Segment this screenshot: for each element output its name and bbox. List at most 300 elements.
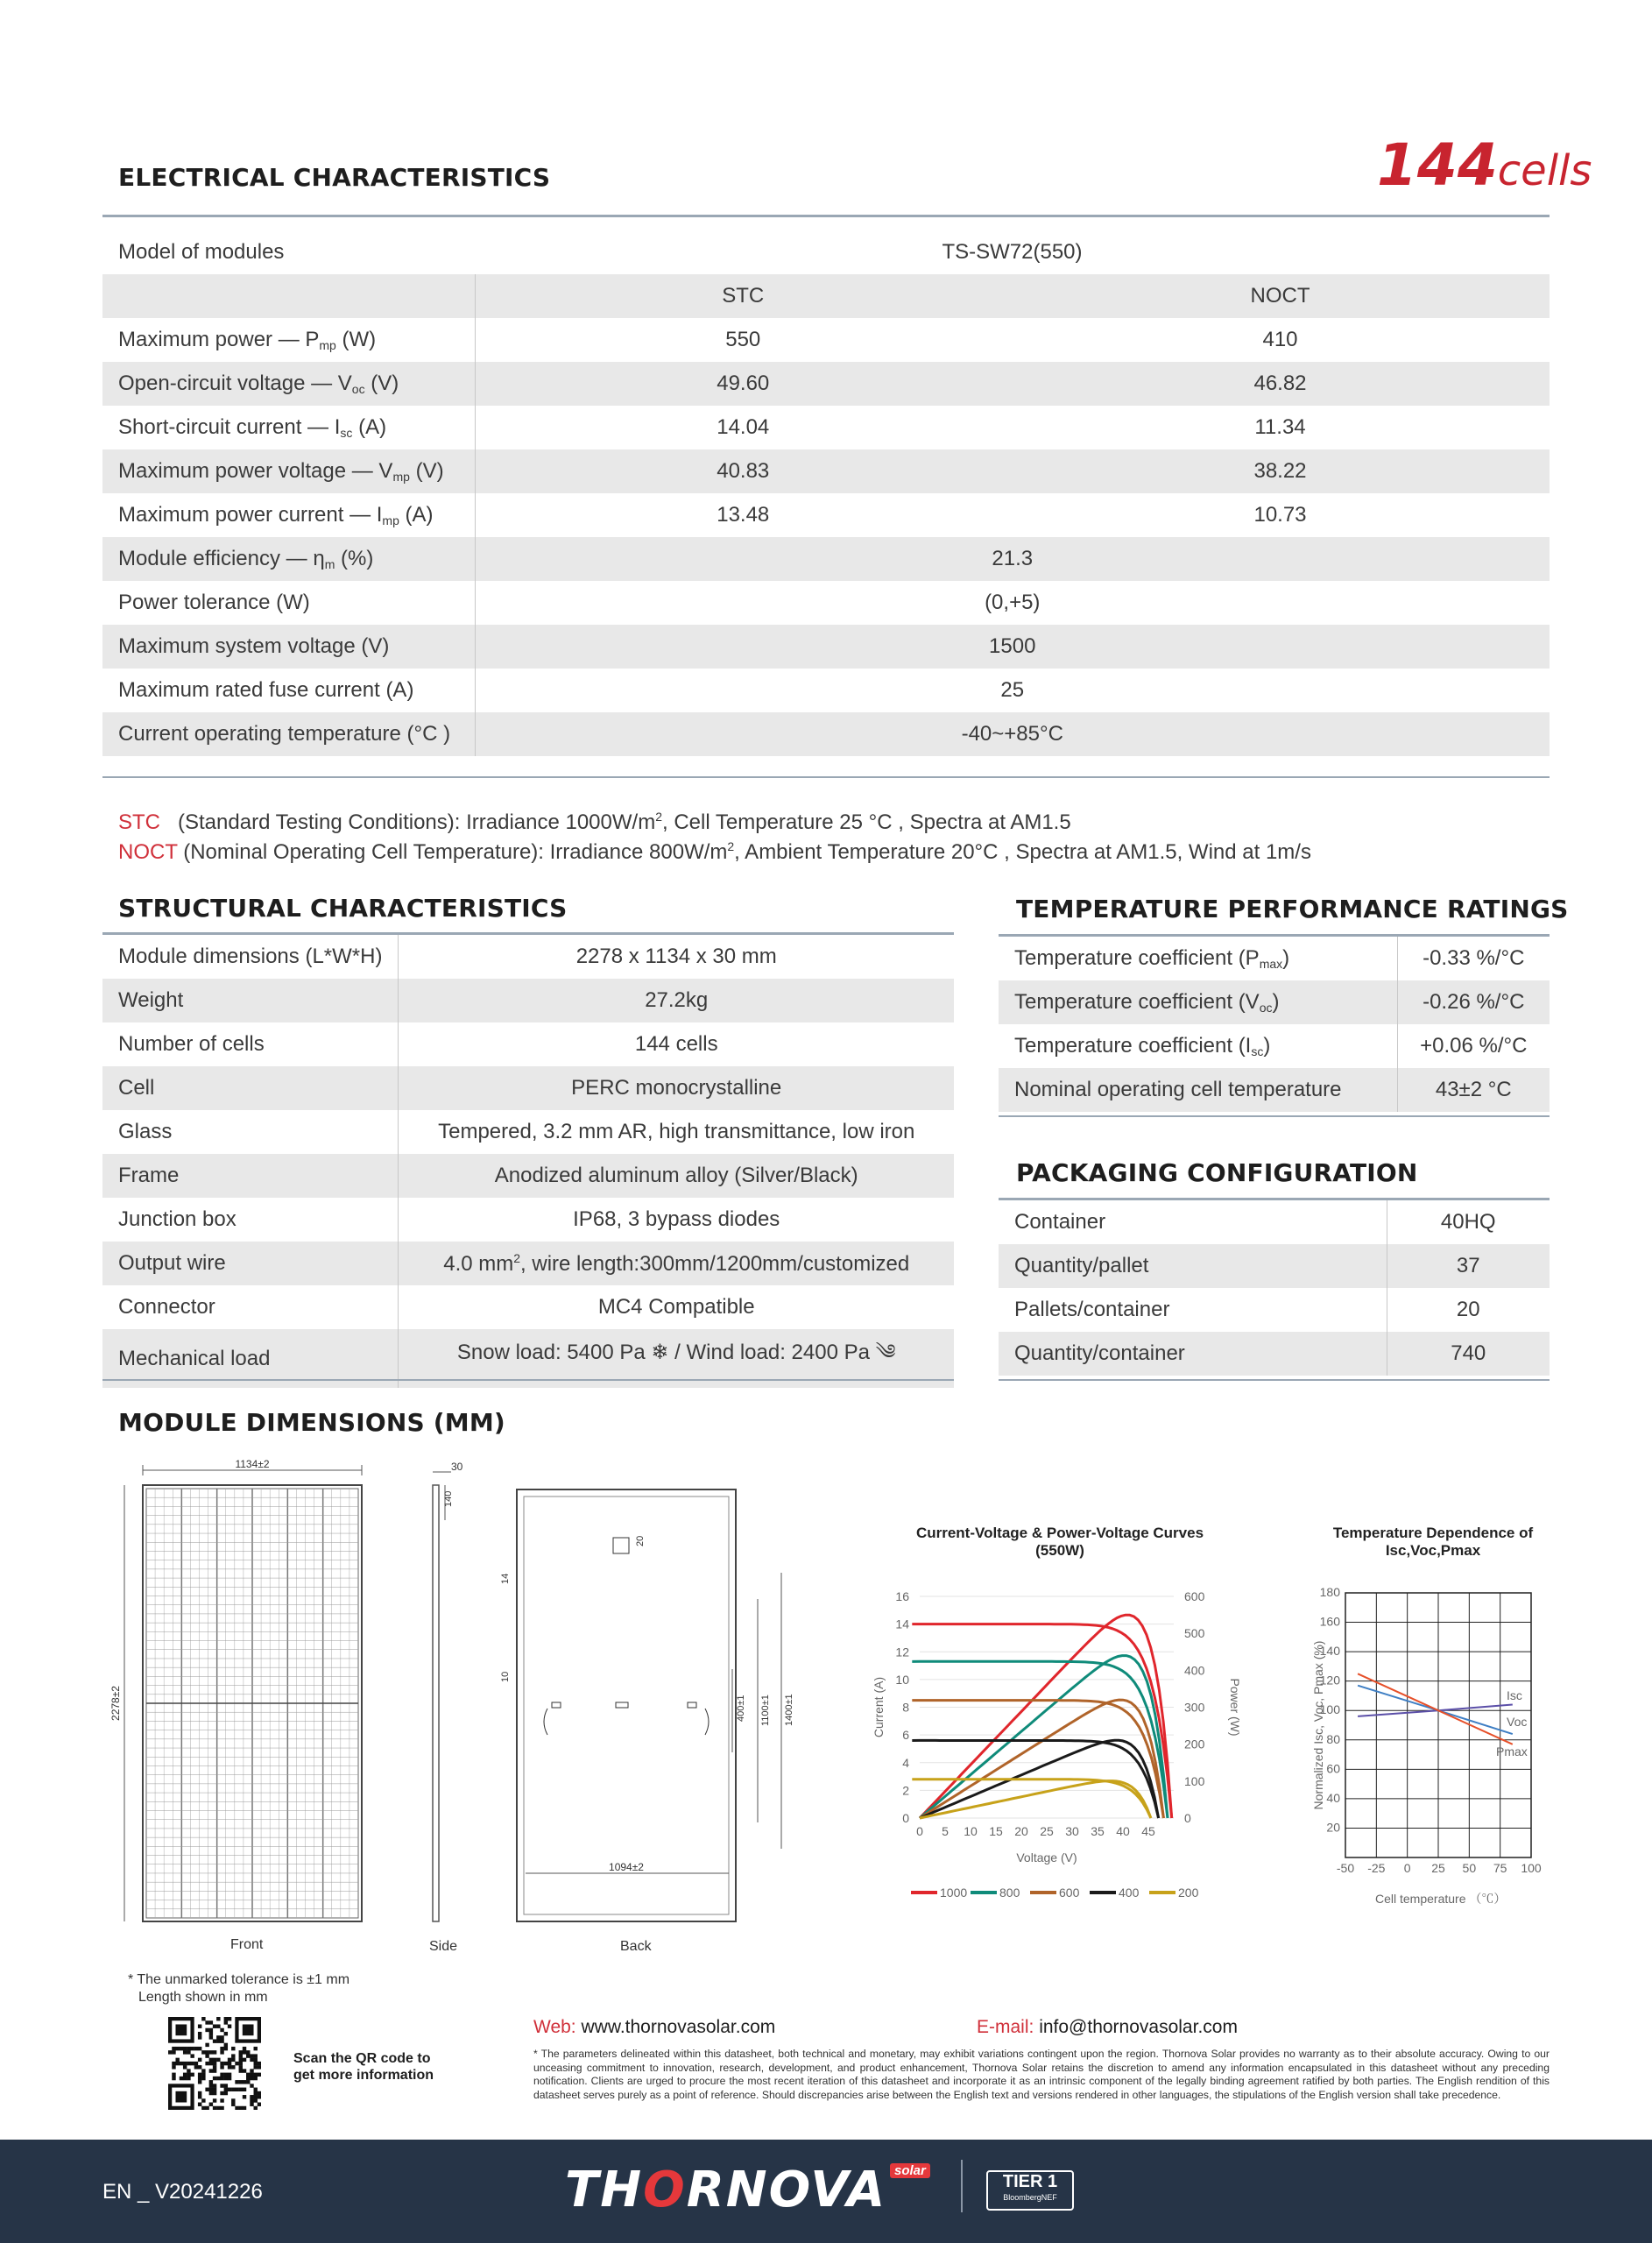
qr-module [220, 2091, 223, 2095]
structural-row [102, 935, 954, 979]
temp-y-tick: 120 [1319, 1673, 1340, 1688]
row-label: Weight [102, 979, 399, 1022]
label-subscript: m [324, 557, 335, 571]
caption-side: Side [429, 1939, 458, 1954]
qr-module [250, 2084, 253, 2087]
row-value: Snow load: 5400 Pa ❄ / Wind load: 2400 Pa ༄ [399, 1329, 954, 1388]
back-label-400: 400±1 [736, 1695, 746, 1722]
qr-module [205, 2088, 208, 2091]
tier1-badge [986, 2170, 1074, 2211]
packaging-row [999, 1244, 1550, 1288]
row-value: 27.2kg [399, 979, 954, 1022]
qr-module [216, 2058, 220, 2062]
iv-y-tick: 4 [902, 1755, 909, 1770]
row-label: Glass [118, 1120, 173, 1143]
qr-line2: get more information [293, 2068, 434, 2083]
row-value: 740 [1387, 1332, 1550, 1376]
legend-label: 400 [1119, 1886, 1140, 1900]
value-part: 4.0 mm [443, 1251, 514, 1276]
qr-module [246, 2080, 250, 2084]
model-row [102, 230, 1550, 274]
qr-module [235, 2080, 238, 2084]
qr-module [224, 2062, 228, 2065]
iv-y2-tick: 600 [1184, 1589, 1205, 1603]
web-contact [533, 2017, 775, 2038]
tolerance-line2: Length shown in mm [138, 1990, 268, 2005]
tolerance-note [128, 1971, 349, 2006]
electrical-title: ELECTRICAL CHARACTERISTICS [118, 163, 551, 192]
qr-module [239, 2069, 243, 2072]
label-subscript: oc [351, 382, 365, 396]
iv-y-tick: 12 [895, 1645, 909, 1659]
row-label [102, 406, 475, 449]
row-label: Module dimensions (L*W*H) [118, 945, 383, 968]
label-text: Maximum power voltage — V [118, 459, 393, 483]
qr-module [213, 2106, 216, 2110]
label-unit: (A) [352, 415, 387, 439]
iv-x-tick: 10 [964, 1824, 978, 1838]
qr-module [224, 2077, 228, 2080]
label-text: Maximum rated fuse current (A) [118, 678, 414, 702]
web-link[interactable]: www.thornovasolar.com [581, 2017, 776, 2037]
iv-x-label: Voltage (V) [1016, 1850, 1077, 1864]
qr-module [250, 2069, 253, 2072]
qr-finder-core [243, 2024, 254, 2035]
row-label: Junction box [118, 1207, 237, 1231]
qr-module [216, 2024, 220, 2027]
qr-module [224, 2017, 228, 2020]
qr-module [198, 2032, 201, 2035]
qr-module [220, 2028, 223, 2032]
row-value: 40HQ [1387, 1200, 1550, 1244]
temp-series-label: Voc [1507, 1715, 1528, 1729]
qr-module [190, 2047, 194, 2050]
qr-module [228, 2073, 231, 2077]
temp-series-label: Pmax [1496, 1744, 1528, 1758]
qr-module [239, 2080, 243, 2084]
row-value: 144 cells [399, 1022, 954, 1066]
qr-module [258, 2062, 261, 2065]
back-label-1400: 1400±1 [784, 1694, 794, 1726]
qr-module [180, 2062, 183, 2065]
qr-module [239, 2050, 243, 2054]
label-subscript: mp [392, 470, 410, 484]
qr-module [198, 2091, 201, 2095]
qr-module [246, 2054, 250, 2057]
stc-value: 550 [475, 318, 1011, 362]
logo-part-b: RNOVA [686, 2162, 887, 2218]
temp-x-tick: 0 [1403, 1861, 1411, 1875]
back-label-1100: 1100±1 [760, 1695, 771, 1726]
label-unit: (V) [409, 459, 444, 483]
qr-module [220, 2035, 223, 2039]
qr-module [228, 2058, 231, 2062]
qr-module [250, 2058, 253, 2062]
span-value: (0,+5) [475, 581, 1550, 625]
structural-title: STRUCTURAL CHARACTERISTICS [118, 894, 568, 923]
iv-x-tick: 5 [942, 1824, 949, 1838]
qr-module [220, 2062, 223, 2065]
sup: 2 [727, 839, 735, 853]
label-tail: ) [1263, 1034, 1271, 1058]
qr-module [194, 2047, 198, 2050]
row-label [102, 537, 475, 581]
qr-module [201, 2073, 205, 2077]
model-label: Model of modules [118, 240, 285, 264]
label-tail: ) [1282, 946, 1290, 970]
qr-module [239, 2106, 243, 2110]
logo-solar-tag: solar [890, 2163, 930, 2178]
qr-module [220, 2084, 223, 2087]
qr-code[interactable] [168, 2017, 261, 2110]
qr-module [243, 2080, 246, 2084]
qr-module [213, 2050, 216, 2054]
qr-module [246, 2077, 250, 2080]
qr-module [183, 2047, 187, 2050]
noct-note [118, 839, 1311, 865]
temperature-row [999, 937, 1550, 980]
packaging-title: PACKAGING CONFIGURATION [1016, 1158, 1418, 1187]
model-value: TS-SW72(550) [942, 240, 1083, 264]
label-subscript: mp [382, 513, 399, 527]
structural-row [102, 979, 954, 1022]
label-text: Short-circuit current — I [118, 415, 341, 439]
span-value: -40~+85°C [475, 712, 1550, 756]
temp-line-Pmax [1358, 1673, 1513, 1744]
iv-y-tick: 2 [902, 1783, 909, 1798]
qr-module [213, 2039, 216, 2042]
qr-module [254, 2065, 258, 2069]
label-text: Temperature coefficient (P [1014, 946, 1260, 970]
qr-module [216, 2035, 220, 2039]
legend-label: 1000 [940, 1886, 968, 1900]
qr-module [209, 2028, 213, 2032]
iv-y2-tick: 0 [1184, 1811, 1191, 1825]
temp-x-label: Cell temperature （℃） [1375, 1892, 1507, 1906]
row-value: -0.26 %/°C [1397, 980, 1550, 1024]
iv-y-tick: 6 [902, 1728, 909, 1743]
qr-module [220, 2050, 223, 2054]
sup: 2 [513, 1250, 521, 1265]
iv-x-tick: 0 [916, 1824, 923, 1838]
iv-y-tick: 8 [902, 1700, 909, 1715]
qr-module [187, 2047, 190, 2050]
qr-module [201, 2106, 205, 2110]
qr-module [209, 2088, 213, 2091]
stc-text-tail: , Cell Temperature 25 °C , Spectra at AM1.5 [661, 810, 1071, 834]
qr-module [254, 2062, 258, 2065]
qr-module [231, 2054, 235, 2057]
qr-module [220, 2047, 223, 2050]
qr-module [228, 2024, 231, 2027]
qr-module [224, 2032, 228, 2035]
electrical-table [102, 230, 1550, 756]
dimensions-title: MODULE DIMENSIONS (MM) [118, 1408, 505, 1437]
qr-line1: Scan the QR code to [293, 2051, 431, 2066]
row-label [102, 669, 475, 712]
qr-module [258, 2065, 261, 2069]
iv-x-tick: 45 [1141, 1824, 1155, 1838]
qr-module [228, 2088, 231, 2091]
row-value: Anodized aluminum alloy (Silver/Black) [399, 1154, 954, 1198]
row-value: +0.06 %/°C [1397, 1024, 1550, 1068]
qr-module [172, 2050, 175, 2054]
label-text: Maximum power current — I [118, 503, 383, 527]
sup: 2 [655, 810, 662, 824]
qr-module [175, 2047, 179, 2050]
qr-module [209, 2103, 213, 2106]
label-text: Maximum power — P [118, 328, 320, 351]
qr-module [235, 2106, 238, 2110]
row-value [399, 1242, 954, 1285]
packaging-table [999, 1200, 1550, 1376]
email-link[interactable]: info@thornovasolar.com [1039, 2017, 1238, 2037]
stc-value: 13.48 [475, 493, 1011, 537]
electrical-row [102, 318, 1550, 362]
temp-series-label: Isc [1507, 1688, 1522, 1702]
qr-module [239, 2062, 243, 2065]
temperature-table [999, 937, 1550, 1112]
legend-label: 600 [1059, 1886, 1080, 1900]
side-view [433, 1461, 463, 1921]
qr-module [231, 2047, 235, 2050]
iv-chart [858, 1577, 1244, 1910]
row-label [102, 493, 475, 537]
qr-module [209, 2050, 213, 2054]
electrical-span-row [102, 625, 1550, 669]
label-tail: ) [1272, 990, 1280, 1014]
packaging-bottom-rule [999, 1379, 1550, 1381]
cells-number: 144 [1377, 131, 1498, 199]
temp-chart [1296, 1577, 1559, 1919]
label-text: Maximum system voltage (V) [118, 634, 390, 658]
structural-row [102, 1154, 954, 1198]
row-value: IP68, 3 bypass diodes [399, 1198, 954, 1242]
qr-module [250, 2077, 253, 2080]
pv-curve-600 [920, 1700, 1163, 1818]
value-tail: , wire length:300mm/1200mm/customized [520, 1251, 910, 1276]
qr-module [198, 2024, 201, 2027]
qr-caption [293, 2050, 434, 2084]
label-text: Nominal operating cell temperature [1014, 1078, 1342, 1101]
temp-x-tick: 100 [1521, 1861, 1542, 1875]
qr-module [213, 2065, 216, 2069]
qr-module [213, 2098, 216, 2102]
qr-module [224, 2043, 228, 2047]
electrical-row [102, 406, 1550, 449]
row-value: -0.33 %/°C [1397, 937, 1550, 980]
qr-module [243, 2058, 246, 2062]
temp-chart-title: Temperature Dependence of Isc,Voc,Pmax [1332, 1525, 1534, 1559]
row-label [999, 1068, 1397, 1112]
label-subscript: sc [1251, 1044, 1264, 1058]
front-cell-grid [146, 1489, 358, 1918]
label-unit: (W) [335, 328, 377, 351]
qr-module [224, 2088, 228, 2091]
row-label: Container [1014, 1210, 1106, 1234]
row-label [999, 980, 1397, 1024]
qr-module [231, 2088, 235, 2091]
electrical-row [102, 362, 1550, 406]
qr-module [168, 2050, 172, 2054]
iv-y2-tick: 300 [1184, 1700, 1205, 1715]
qr-module [194, 2062, 198, 2065]
iv-x-tick: 40 [1116, 1824, 1130, 1838]
electrical-row [102, 449, 1550, 493]
qr-module [209, 2062, 213, 2065]
qr-finder-core [175, 2091, 187, 2103]
label-text: Temperature coefficient (V [1014, 990, 1260, 1014]
label-subscript: mp [319, 338, 336, 352]
qr-finder-core [175, 2024, 187, 2035]
qr-module [216, 2106, 220, 2110]
temp-y-tick: 60 [1326, 1761, 1340, 1776]
qr-module [228, 2065, 231, 2069]
structural-row [102, 1110, 954, 1154]
legend-label: 200 [1178, 1886, 1199, 1900]
noct-header: NOCT [1011, 274, 1550, 318]
qr-module [228, 2017, 231, 2020]
qr-module [198, 2077, 201, 2080]
qr-module [213, 2024, 216, 2027]
qr-module [198, 2058, 201, 2062]
thornova-logo [565, 2162, 886, 2218]
structural-row [102, 1198, 954, 1242]
qr-module [231, 2058, 235, 2062]
qr-module [172, 2073, 175, 2077]
electrical-span-row [102, 669, 1550, 712]
temp-x-tick: 75 [1493, 1861, 1507, 1875]
footer-divider [961, 2160, 963, 2212]
header-rule [102, 215, 1550, 217]
structural-row [102, 1285, 954, 1329]
row-label: Pallets/container [1014, 1298, 1170, 1321]
qr-module [250, 2054, 253, 2057]
noct-value: 410 [1262, 328, 1298, 351]
qr-module [175, 2062, 179, 2065]
qr-module [243, 2106, 246, 2110]
web-label: Web: [533, 2017, 576, 2037]
back-label-20: 20 [635, 1535, 646, 1546]
qr-module [183, 2073, 187, 2077]
iv-x-tick: 30 [1065, 1824, 1079, 1838]
temp-y-tick: 80 [1326, 1731, 1340, 1746]
row-label: Output wire [102, 1242, 399, 1285]
label-subscript: oc [1259, 1001, 1273, 1015]
qr-module [239, 2088, 243, 2091]
qr-module [224, 2084, 228, 2087]
qr-module [209, 2080, 213, 2084]
structural-row [102, 1242, 954, 1285]
qr-module [198, 2047, 201, 2050]
qr-module [216, 2017, 220, 2020]
temp-x-tick: 25 [1431, 1861, 1445, 1875]
label-text: Module efficiency — η [118, 547, 325, 570]
temperature-row [999, 980, 1550, 1024]
qr-module [254, 2088, 258, 2091]
iv-y2-tick: 400 [1184, 1663, 1205, 1678]
qr-module [239, 2065, 243, 2069]
caption-back: Back [620, 1939, 652, 1954]
qr-module [228, 2077, 231, 2080]
noct-text-tail: , Ambient Temperature 20°C , Spectra at AM1.5, Wind at 1m/s [734, 840, 1311, 864]
electrical-span-row [102, 712, 1550, 756]
temp-y-label: Normalized Isc, Voc, Pmax (%) [1311, 1640, 1325, 1810]
email-label: E-mail: [977, 2017, 1034, 2037]
noct-text: (Nominal Operating Cell Temperature): Irradiance 800W/m [183, 840, 728, 864]
qr-module [258, 2073, 261, 2077]
qr-module [205, 2028, 208, 2032]
qr-module [183, 2077, 187, 2080]
row-value: 43±2 °C [1397, 1068, 1550, 1112]
qr-module [213, 2069, 216, 2072]
qr-module [250, 2095, 253, 2098]
qr-module [258, 2103, 261, 2106]
qr-module [228, 2062, 231, 2065]
row-label: Number of cells [118, 1032, 265, 1056]
qr-module [213, 2091, 216, 2095]
label-unit: (A) [399, 503, 434, 527]
qr-module [254, 2098, 258, 2102]
stc-value: 14.04 [475, 406, 1011, 449]
qr-module [209, 2069, 213, 2072]
row-label: Connector [118, 1295, 215, 1319]
label-text: Current operating temperature (°C ) [118, 722, 451, 746]
blank-header [102, 274, 475, 318]
qr-module [213, 2084, 216, 2087]
structural-table [102, 935, 954, 1388]
row-label [102, 712, 475, 756]
iv-y-tick: 14 [895, 1617, 909, 1631]
structural-bottom-rule [102, 1379, 954, 1381]
module-drawings [105, 1454, 806, 1945]
noct-value: 11.34 [1254, 415, 1306, 439]
noct-value: 46.82 [1011, 362, 1550, 406]
qr-module [190, 2073, 194, 2077]
iv-x-tick: 15 [989, 1824, 1003, 1838]
qr-module [220, 2106, 223, 2110]
qr-module [243, 2050, 246, 2054]
qr-module [254, 2077, 258, 2080]
temp-y-tick: 20 [1326, 1820, 1340, 1835]
noct-value: 10.73 [1253, 503, 1307, 527]
qr-module [213, 2077, 216, 2080]
qr-module [250, 2103, 253, 2106]
row-value: Tempered, 3.2 mm AR, high transmittance, low iron [399, 1110, 954, 1154]
temp-y-tick: 160 [1319, 1614, 1340, 1629]
qr-module [216, 2039, 220, 2042]
qr-module [220, 2073, 223, 2077]
qr-module [243, 2047, 246, 2050]
structural-row [102, 1022, 954, 1066]
qr-module [190, 2062, 194, 2065]
qr-module [198, 2095, 201, 2098]
iv-x-tick: 25 [1040, 1824, 1054, 1838]
qr-module [246, 2050, 250, 2054]
qr-module [180, 2047, 183, 2050]
disclaimer: * The parameters delineated within this datasheet, both technical and monetary, may exhibit variations contingent upon the region. Thornova Solar provides no warranty as to their absolute accuracy. Owing to our unceasing commitment to innovation, research, development, and product enhancement, Thornova Solar retains the discretion to amend any information encapsulated in this datasheet without any preceding notification. Clients are urged to procure the most recent iteration of this datasheet and incorporate it as an intrinsic component of the legally binding agreement ratified by both parties. The English rendition of this datasheet serves purely as a point of reference. Should discrepancies arise between the English text and versions rendered in other languages, the stipulations of the English version shall take precedence. [533, 2048, 1550, 2101]
front-width-label: 1134±2 [235, 1458, 270, 1470]
qr-module [250, 2073, 253, 2077]
tolerance-line1: * The unmarked tolerance is ±1 mm [128, 1972, 350, 1987]
iv-y-label: Current (A) [872, 1676, 886, 1738]
qr-module [198, 2065, 201, 2069]
logo-part-o: O [643, 2162, 687, 2218]
qr-module [175, 2058, 179, 2062]
label-subscript: max [1259, 957, 1283, 971]
iv-x-tick: 20 [1014, 1824, 1028, 1838]
qr-module [172, 2065, 175, 2069]
